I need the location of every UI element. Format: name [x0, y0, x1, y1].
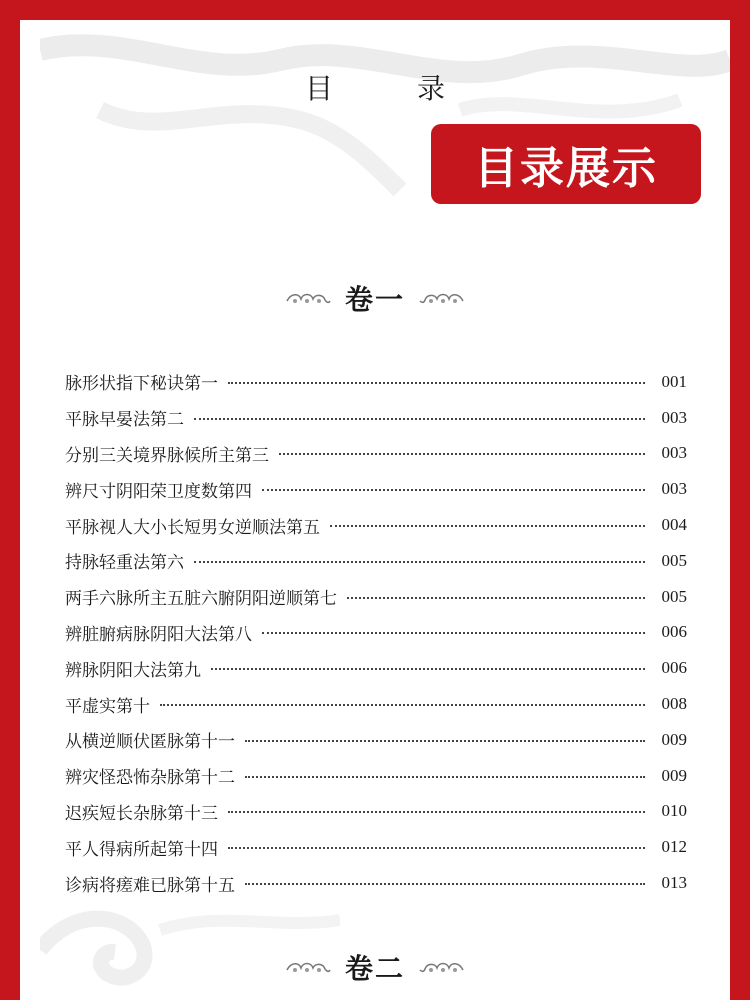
- toc-entry-page: 010: [661, 801, 687, 821]
- toc-entry-page: 008: [661, 694, 687, 714]
- toc-entry-page: 009: [661, 729, 687, 749]
- toc-entry-page: 005: [661, 586, 687, 606]
- dot-leader: [245, 883, 645, 885]
- toc-entry-title: 两手六脉所主五脏六腑阴阳逆顺第七: [65, 589, 337, 610]
- toc-entry[interactable]: [65, 829, 687, 865]
- dot-leader: [160, 704, 645, 706]
- toc-entry[interactable]: [65, 650, 687, 686]
- toc-entry-title: 平脉早晏法第二: [65, 410, 184, 431]
- toc-entry-title: 从横逆顺伏匿脉第十一: [65, 732, 235, 753]
- toc-entry[interactable]: [65, 686, 687, 722]
- dot-leader: [330, 525, 645, 527]
- table-of-contents: [65, 364, 687, 901]
- dot-leader: [347, 597, 645, 599]
- dot-leader: [228, 847, 645, 849]
- toc-entry[interactable]: [65, 579, 687, 615]
- toc-entry-title: 平虚实第十: [65, 696, 150, 717]
- toc-entry[interactable]: [65, 507, 687, 543]
- volume-heading: [20, 947, 730, 987]
- toc-entry[interactable]: [65, 364, 687, 400]
- toc-entry[interactable]: [65, 758, 687, 794]
- dot-leader: [245, 740, 645, 742]
- volume-heading-label: 卷一: [344, 283, 405, 316]
- dot-leader: [228, 811, 645, 813]
- toc-entry-page: 001: [661, 371, 687, 391]
- dot-leader: [194, 561, 645, 563]
- toc-entry[interactable]: [65, 471, 687, 507]
- dot-leader: [262, 632, 645, 634]
- toc-entry[interactable]: [65, 794, 687, 830]
- toc-entry-title: 平脉视人大小长短男女逆顺法第五: [65, 517, 320, 538]
- volume-heading-label: 卷二: [344, 952, 405, 985]
- toc-entry-page: 003: [661, 479, 687, 499]
- volume-heading: [20, 278, 730, 318]
- toc-entry-page: 012: [661, 837, 687, 857]
- toc-entry-page: 006: [661, 622, 687, 642]
- toc-entry-page: 005: [661, 550, 687, 570]
- toc-entry-title: 平人得病所起第十四: [65, 839, 218, 860]
- toc-entry[interactable]: [65, 436, 687, 472]
- dot-leader: [211, 668, 645, 670]
- toc-entry-title: 脉形状指下秘诀第一: [65, 374, 218, 395]
- toc-entry-page: 006: [661, 658, 687, 678]
- toc-entry[interactable]: [65, 722, 687, 758]
- dot-leader: [228, 382, 645, 384]
- cloud-ornament-right-icon: [419, 289, 465, 307]
- toc-entry-title: 诊病将瘥难已脉第十五: [65, 875, 235, 896]
- cloud-ornament-left-icon: [285, 289, 331, 307]
- toc-entry-page: 003: [661, 443, 687, 463]
- dot-leader: [262, 489, 645, 491]
- toc-entry-page: 004: [661, 515, 687, 535]
- toc-entry[interactable]: [65, 615, 687, 651]
- dot-leader: [279, 453, 645, 455]
- toc-entry-title: 辨脉阴阳大法第九: [65, 660, 201, 681]
- dot-leader: [245, 776, 645, 778]
- toc-entry-title: 辨脏腑病脉阴阳大法第八: [65, 624, 252, 645]
- toc-entry[interactable]: [65, 543, 687, 579]
- toc-entry[interactable]: [65, 865, 687, 901]
- toc-entry[interactable]: [65, 400, 687, 436]
- toc-entry-title: 辨尺寸阴阳荣卫度数第四: [65, 481, 252, 502]
- toc-entry-page: 013: [661, 873, 687, 893]
- cloud-ornament-left-icon: [285, 958, 331, 976]
- cloud-ornament-right-icon: [419, 958, 465, 976]
- toc-showcase-badge: 目录展示: [431, 124, 701, 204]
- toc-entry-title: 辨灾怪恐怖杂脉第十二: [65, 768, 235, 789]
- toc-entry-page: 003: [661, 407, 687, 427]
- toc-entry-title: 迟疾短长杂脉第十三: [65, 803, 218, 824]
- book-page: [20, 20, 730, 1000]
- toc-entry-title: 分别三关境界脉候所主第三: [65, 445, 269, 466]
- dot-leader: [194, 418, 645, 420]
- toc-entry-title: 持脉轻重法第六: [65, 553, 184, 574]
- page-title: 目 录: [304, 72, 473, 105]
- toc-entry-page: 009: [661, 765, 687, 785]
